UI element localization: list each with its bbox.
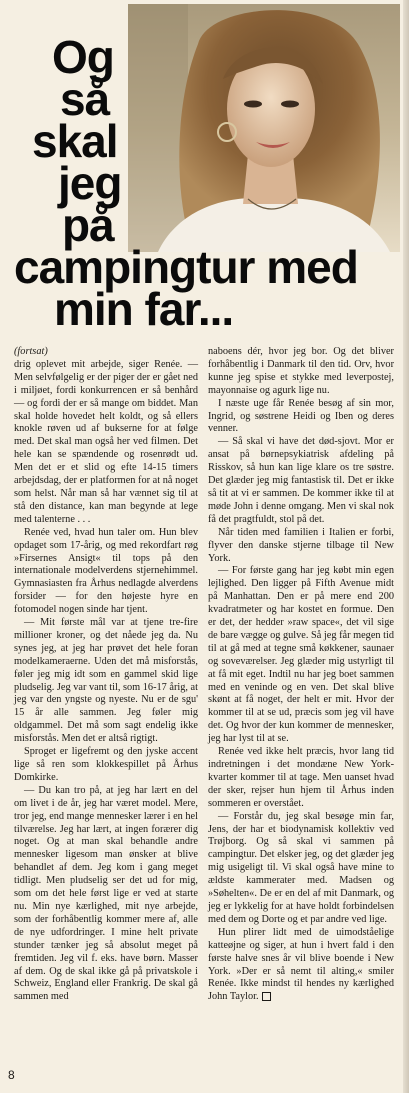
article-paragraph: — Så skal vi have det død-sjovt. Mor er ansat på børnepsykiatrisk afdeling på Risskov, så hun kan lige klare os tre søstre. Det glæder jeg mig fantastisk til. Det er ikke så tit at vi er sammen. De kommer ikke til at møde John i denne omgang. Men vi skal nok få det pragtfuldt, stol på det. bbox=[208, 436, 394, 525]
page-number: 8 bbox=[8, 1068, 15, 1082]
article-column-right bbox=[208, 346, 394, 1004]
headline-line: på bbox=[62, 199, 114, 251]
article-paragraph: — Forstår du, jeg skal besøge min far, Jens, der har et biodynamisk kollektiv ved Trøjborg. Og så skal vi sammen på campingtur. Det elsker jeg, og det glæder jeg mig usigeligt til. Vi skal også have mine to ældste kammerater med. Madsen og »Søhelten«. De er en del af mit Danmark, og jeg er lykkelig for at have holdt forbindelsen med dem og Dorte og et par andre ved lige. bbox=[208, 810, 394, 925]
headline-line: Og bbox=[52, 31, 114, 83]
article-paragraph-text: Hun plirer lidt med de uimodståelige katteøjne og siger, at hun i hvert fald i den første halve snes år vil blive boende i New York. »Der er så nemt til alting,« smiler Renée. Ikke mindst til hendes ny kærlighed John Taylor. bbox=[208, 926, 394, 1003]
end-of-article-mark bbox=[262, 992, 271, 1001]
headline-line: jeg bbox=[58, 157, 122, 209]
headline-line: min far... bbox=[54, 283, 234, 335]
article-paragraph: Sproget er ligefremt og den jyske accent lige så ren som klokkespillet på Århus Domkirke. bbox=[14, 746, 198, 783]
headline-line: skal bbox=[32, 115, 118, 167]
continued-label: (fortsat) bbox=[14, 346, 48, 357]
headline-line: campingtur med bbox=[14, 241, 358, 293]
article-paragraph: Når tiden med familien i Italien er forbi, flyver den danske stjerne tilbage til New York. bbox=[208, 526, 394, 564]
page-edge bbox=[403, 0, 409, 1093]
article-paragraph: I næste uge får Renée besøg af sin mor, Ingrid, og søstrene Heidi og Iben og deres venner. bbox=[208, 397, 394, 435]
article-paragraph-final bbox=[208, 927, 394, 1004]
headline-line: så bbox=[60, 73, 110, 125]
article-paragraph: — For første gang har jeg købt min egen lejlighed. Den ligger på Fifth Avenue midt på Manhattan. Den er på mere end 200 kvadratmeter og har kostet en formue. Den er det, der hedder »raw space«, det vil sige de bare vægge og gulve. Så jeg får megen tid til at gå med at tegne små køkkener, saunaer og soveværelser. Jeg glæder mig ustyrligt til at få mit eget. Indtil nu har jeg boet sammen med en veninde og en ven. Det skal blive skønt at få noget, der helt er mit. Hvor der kommer til at se ud, præcis som jeg vil have det. Og hvor der kun kommer de mennesker, jeg har lyst til at se. bbox=[208, 565, 394, 745]
article-paragraph: Renée ved, hvad hun taler om. Hun blev opdaget som 17-årig, og med rekordfart røg »Firsernes Ansigt« til tops på den internationale modelverdens stjernehimmel. Gymnasiasten fra Århus nedlagde alverdens forsider — for den højeste hyre en fotomodel nogen sinde har tjent. bbox=[14, 526, 198, 616]
article-column-left bbox=[14, 346, 198, 1004]
article-paragraph: — Mit første mål var at tjene tre-fire millioner kroner, og det nåede jeg da. Nu synes jeg, at jeg har prøvet det hele foran modelkameraerne. Uden det må misforstås, føler jeg mig idt som en gammel skid lige pludselig. Jeg var vant til, som 16-17 årig, at jeg var den yngste og nyeste. Nu er de sgu' 15 år alle sammen. Jeg føler mig oldgammel. Det må som sagt endelig ikke misforstås. Men det er altså rigtigt. bbox=[14, 617, 198, 745]
article-paragraph: drig oplevet mit arbejde, siger Renée. — Men selvfølgelig er der piger der er gået ned i miljøet, fordi konkurrencen er så benhård — og fordi der er så mange om biddet. Man skal holde hovedet helt koldt, og så ellers knokle røven ud af bukserne for at følge med. Det skal man også her ved filmen. Det hele kan se spændende og rosenrødt ud. Men det er et slid og efte 14-15 timers arbejdsdag, der er platformen for at nå noget som helst. Når man så har vænnet sig til at stå den distance, kan man begynde at lege med talenterne . . . bbox=[14, 358, 198, 525]
article-paragraph: Renée ved ikke helt præcis, hvor lang tid indretningen i det mondæne New York-kvarter kommer til at tage. Men uanset hvad der sker, rejser hun hjem til Århus inden sommeren er overstået. bbox=[208, 746, 394, 809]
headline bbox=[8, 31, 400, 335]
article-paragraph: naboens dér, hvor jeg bor. Og det bliver forhåbentlig i Danmark til den tid. Orv, hvor kunne jeg spise et stykke med leverpostej, mayonnaise og agurk lige nu. bbox=[208, 346, 394, 396]
article-paragraph: — Du kan tro på, at jeg har lært en del om livet i de år, jeg har været model. Mere, tror jeg, end mange mennesker lærer i en hel tilværelse. Jeg har lært, at ingen forærer dig noget. Og at man skal behandle andre mennesker ligesom man ønsker at blive behandlet af dem. Jeg kom i gang meget tidligt. Men pludselig ser det ud for mig, som om det hele først lige er ved at starte nu. Min nye kærlighed, mit nye arbejde, som der forhåbentlig kommer mere af, alle de nye udfordringer. I mine helt private stunder tænker jeg så absolut meget på fremtiden. Jeg vil f. eks. have børn. Masser af dem. Og de skal ikke gå på privatskole i Schweiz, England eller Frankrig. De skal gå sammen med bbox=[14, 784, 198, 1003]
